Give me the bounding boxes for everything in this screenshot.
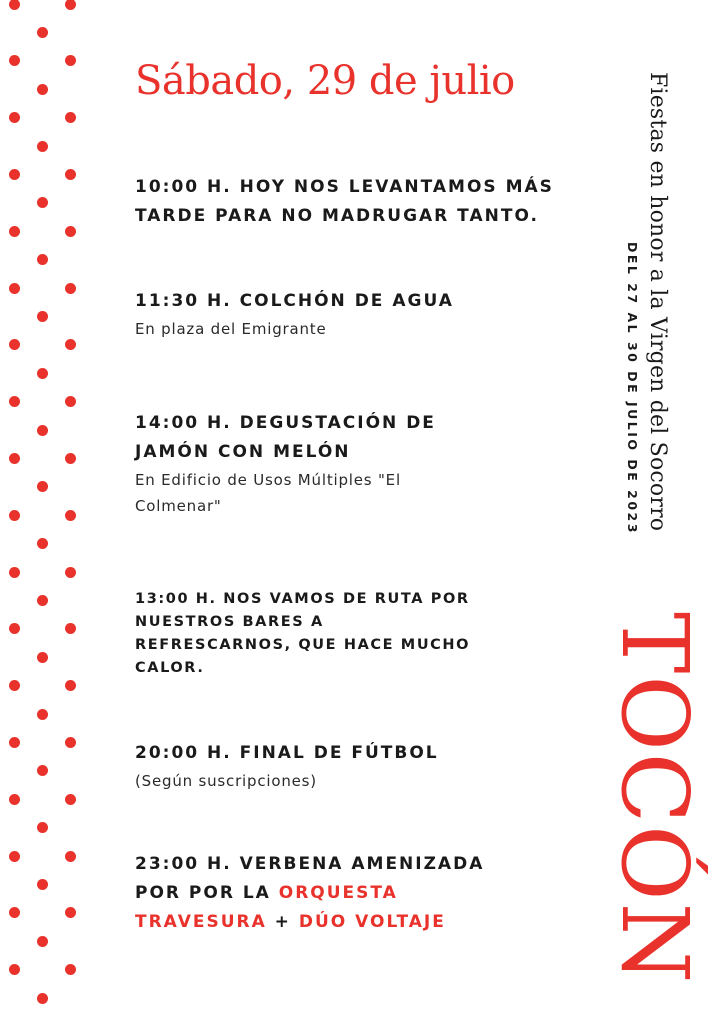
dot: [37, 993, 48, 1004]
dot: [9, 339, 20, 350]
dot: [9, 112, 20, 123]
dot: [65, 169, 76, 180]
dot: [65, 907, 76, 918]
dot: [9, 794, 20, 805]
dot: [37, 311, 48, 322]
dot: [9, 680, 20, 691]
event-heading: 10:00 H. HOY NOS LEVANTAMOS MÁS TARDE PARA NO MADRUGAR TANTO.: [135, 177, 554, 226]
dot: [37, 27, 48, 38]
dot: [37, 595, 48, 606]
dot: [65, 623, 76, 634]
dot: [37, 652, 48, 663]
dot: [9, 907, 20, 918]
event-location: En plaza del Emigrante: [135, 320, 327, 338]
dot: [37, 879, 48, 890]
dot: [9, 851, 20, 862]
dot: [65, 396, 76, 407]
event-note: (Según suscripciones): [135, 772, 317, 790]
dot: [37, 425, 48, 436]
dot: [9, 55, 20, 66]
festival-dates: DEL 27 AL 30 DE JULIO DE 2023: [625, 242, 640, 535]
dot: [65, 737, 76, 748]
event-item: [135, 588, 585, 680]
event-heading: 14:00 H. DEGUSTACIÓN DE JAMÓN CON MELÓN: [135, 413, 436, 462]
dot: [65, 510, 76, 521]
event-item: [135, 173, 585, 231]
band-name: ORQUESTA TRAVESURA: [135, 883, 398, 932]
event-heading: 20:00 H. FINAL DE FÚTBOL: [135, 743, 439, 763]
event-item: [135, 287, 585, 342]
duo-name: DÚO VOLTAJE: [298, 912, 446, 932]
dot: [65, 0, 76, 10]
event-item: [135, 739, 585, 794]
dot: [37, 765, 48, 776]
dot: [9, 396, 20, 407]
event-item: [135, 850, 585, 937]
dot: [65, 964, 76, 975]
dot: [37, 197, 48, 208]
dot: [37, 822, 48, 833]
dot: [65, 851, 76, 862]
polka-dot-border: [0, 0, 90, 1024]
event-item: [135, 409, 585, 519]
dot: [37, 936, 48, 947]
event-location: En Edificio de Usos Múltiples "El Colmenar": [135, 471, 401, 515]
dot: [65, 226, 76, 237]
dot: [65, 453, 76, 464]
dot: [37, 254, 48, 265]
festival-subtitle: [622, 72, 672, 535]
event-heading: [135, 850, 505, 937]
dot: [65, 55, 76, 66]
event-heading-text: 23:00 H. VERBENA AMENIZADA POR POR LA: [135, 854, 485, 903]
event-heading: 13:00 H. NOS VAMOS DE RUTA POR NUESTROS BARES A REFRESCARNOS, QUE HACE MUCHO CALOR.: [135, 591, 471, 676]
town-name: TOCÓN: [601, 612, 708, 986]
event-heading: 11:30 H. COLCHÓN DE AGUA: [135, 291, 454, 311]
dot: [9, 0, 20, 10]
dot: [65, 339, 76, 350]
dot: [9, 964, 20, 975]
dot: [9, 737, 20, 748]
dot: [37, 538, 48, 549]
dot: [9, 510, 20, 521]
dot: [65, 112, 76, 123]
dot: [9, 453, 20, 464]
dot: [9, 226, 20, 237]
dot: [37, 368, 48, 379]
dot: [65, 794, 76, 805]
dot: [37, 141, 48, 152]
plus-sign: +: [266, 912, 299, 932]
dot: [37, 84, 48, 95]
dot: [65, 567, 76, 578]
dot: [65, 283, 76, 294]
dot: [9, 283, 20, 294]
festival-name: Fiestas en honor a la Virgen del Socorro: [645, 72, 670, 532]
dot: [9, 567, 20, 578]
page-title: Sábado, 29 de julio: [135, 58, 515, 104]
dot: [9, 623, 20, 634]
dot: [37, 481, 48, 492]
dot: [9, 169, 20, 180]
dot: [37, 709, 48, 720]
dot: [65, 680, 76, 691]
